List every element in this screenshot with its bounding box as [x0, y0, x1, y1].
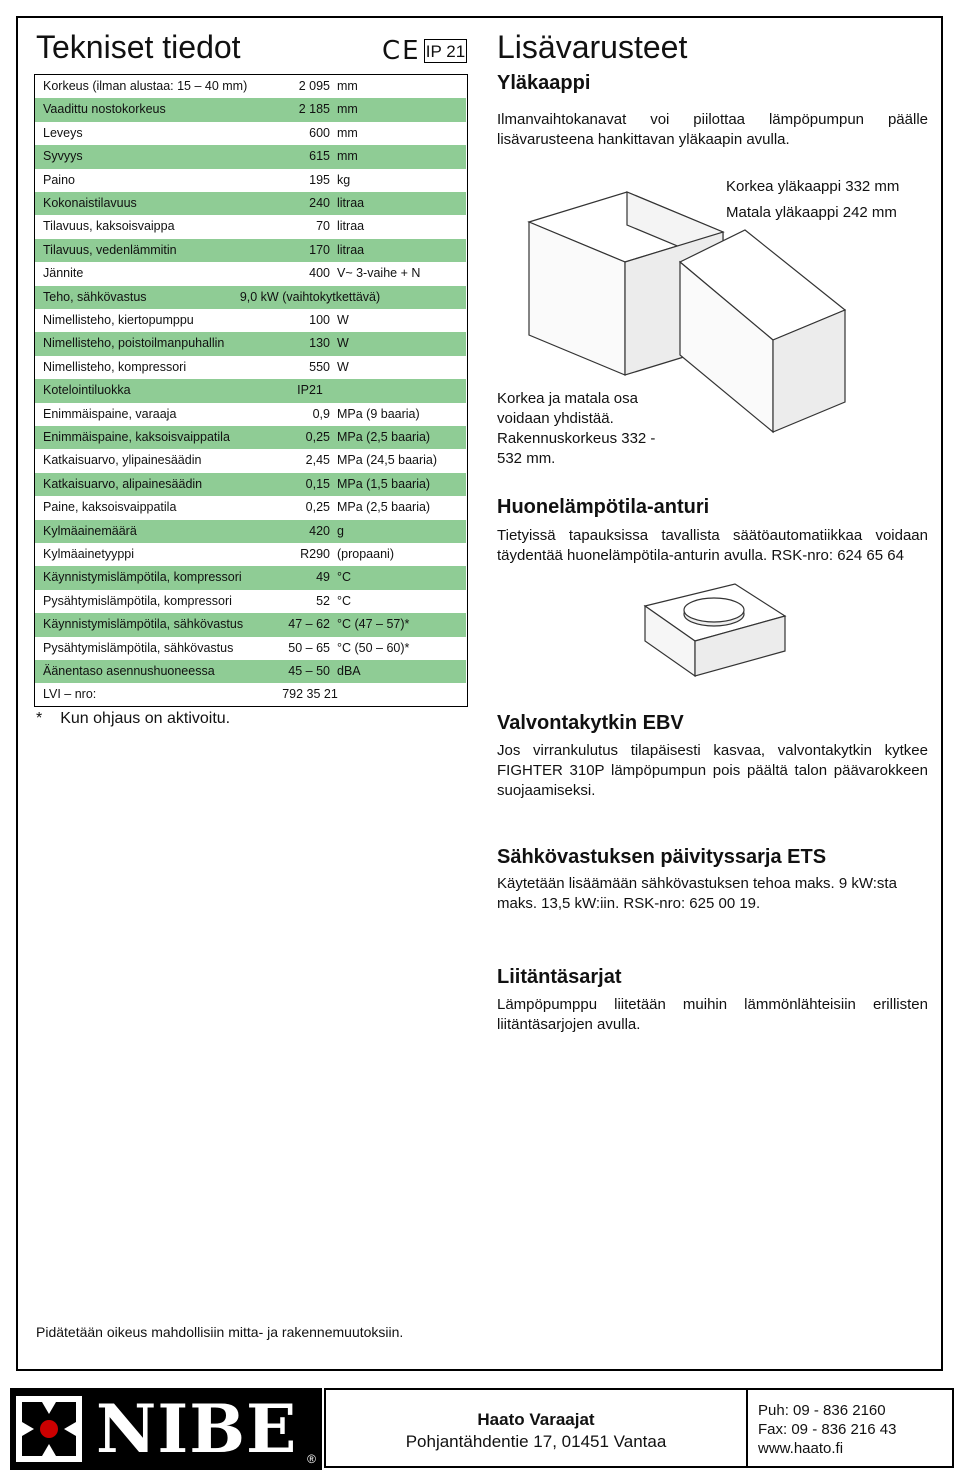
spec-label: Enimmäispaine, varaaja — [43, 406, 177, 421]
spec-row — [35, 262, 466, 285]
dealer-address: Pohjantähdentie 17, 01451 Vantaa — [405, 1432, 667, 1451]
footnote — [36, 710, 230, 728]
registered-mark: ® — [307, 1452, 316, 1466]
spec-row — [35, 403, 466, 426]
footnote-star: * — [36, 710, 43, 727]
spec-unit: litraa — [337, 196, 365, 210]
nibe-logo — [10, 1388, 322, 1470]
section-heading-ebv: Valvontakytkin EBV — [497, 712, 684, 734]
spec-value: 420 — [309, 523, 330, 538]
spec-label: Pysähtymislämpötila, kompressori — [43, 593, 232, 608]
spec-unit: mm — [337, 125, 358, 140]
spec-label: Kokonaistilavuus — [43, 196, 137, 210]
spec-row — [35, 660, 466, 683]
spec-row — [35, 449, 466, 472]
spec-label: Paine, kaksoisvaippatila — [43, 500, 177, 515]
spec-label: Enimmäispaine, kaksoisvaippatila — [43, 430, 230, 444]
spec-unit: W — [337, 359, 349, 374]
spec-row — [35, 215, 466, 238]
spec-label: Korkeus (ilman alustaa: 15 – 40 mm) — [43, 79, 248, 93]
website-link[interactable]: www.haato.fi — [758, 1440, 844, 1457]
spec-value: 2,45 — [305, 453, 330, 468]
spec-value: 45 – 50 — [288, 664, 330, 678]
spec-row — [35, 683, 466, 706]
spec-row — [35, 98, 466, 121]
spec-value: IP21 — [297, 383, 323, 398]
spec-label: Jännite — [43, 266, 84, 281]
spec-label: Kylmäainetyyppi — [43, 547, 135, 561]
section-text-anturi: Tietyissä tapauksissa tavallista säätöautomatiikkaa voidaan täydentää huonelämpötila-anturin avulla. RSK-nro: 624 65 64 — [497, 527, 928, 564]
note-low-cabinet: Matala yläkaappi 242 mm — [726, 204, 897, 221]
ip-badge: IP 21 — [424, 39, 467, 63]
spec-label: Käynnistymislämpötila, kompressori — [43, 570, 242, 585]
spec-label: Pysähtymislämpötila, sähkövastus — [43, 640, 234, 655]
spec-value: 550 — [309, 359, 330, 374]
phone-number: Puh: 09 - 836 2160 — [758, 1402, 886, 1419]
spec-unit: MPa (2,5 baaria) — [337, 430, 431, 444]
spec-row — [35, 520, 466, 543]
spec-label: Kylmäainemäärä — [43, 523, 137, 538]
spec-value: R290 — [300, 547, 330, 561]
spec-unit: litraa — [337, 219, 365, 234]
section-text-liitantasarjat: Lämpöpumppu liitetään muihin lämmönlähteisiin erillisten liitäntäsarjojen avulla. — [497, 996, 928, 1033]
spec-value: 240 — [309, 196, 330, 210]
spec-label: Katkaisuarvo, alipainesäädin — [43, 476, 203, 491]
spec-row — [35, 286, 466, 309]
spec-row — [35, 309, 466, 332]
spec-row — [35, 543, 466, 566]
note-high-cabinet: Korkea yläkaappi 332 mm — [726, 178, 900, 195]
spec-value: 400 — [309, 266, 330, 281]
section-text-ets: Käytetään lisäämään sähkövastuksen tehoa maks. 9 kW:sta maks. 13,5 kW:iin. RSK-nro: 625 00 19. — [497, 875, 897, 912]
spec-row — [35, 145, 466, 168]
disclaimer: Pidätetään oikeus mahdollisiin mitta- ja rakennemuutoksiin. — [36, 1324, 404, 1340]
spec-value: 130 — [309, 336, 330, 351]
spec-label: Leveys — [43, 125, 83, 140]
spec-row — [35, 122, 466, 145]
spec-unit: kg — [337, 172, 351, 187]
spec-value: 195 — [309, 172, 330, 187]
spec-table — [34, 74, 468, 707]
spec-value: 70 — [316, 219, 330, 234]
spec-value: 9,0 kW (vaihtokytkettävä) — [239, 289, 381, 304]
spec-label: Vaadittu nostokorkeus — [43, 102, 166, 117]
spec-row — [35, 566, 466, 589]
room-sensor-drawing — [645, 584, 785, 676]
spec-row — [35, 332, 466, 355]
section-text-ylakaappi: Ilmanvaihtokanavat voi piilottaa lämpöpumpun päälle lisävarusteena hankittavan yläkaapin avulla. — [497, 111, 928, 148]
contact-box — [746, 1388, 954, 1468]
accessories-title: Lisävarusteet — [497, 29, 688, 65]
spec-value: 52 — [316, 593, 330, 608]
section-heading-liitantasarjat: Liitäntäsarjat — [497, 966, 622, 988]
spec-value: 100 — [309, 313, 330, 327]
spec-row — [35, 637, 466, 660]
spec-label: Nimellisteho, kiertopumppu — [43, 313, 194, 327]
section-text-ebv: Jos virrankulutus tilapäisesti kasvaa, valvontakytkin kytkee FIGHTER 310P lämpöpumpun pois päältä talon päävarokkeen suojaamiseksi. — [497, 742, 928, 799]
spec-label: Nimellisteho, poistoilmanpuhallin — [43, 336, 225, 351]
spec-label: Paino — [43, 172, 75, 187]
spec-unit: °C — [337, 593, 352, 608]
spec-unit: mm — [337, 102, 358, 117]
spec-value: 0,15 — [305, 476, 330, 491]
spec-row — [35, 496, 466, 519]
spec-row — [35, 379, 466, 402]
spec-label: Tilavuus, kaksoisvaippa — [43, 219, 175, 234]
spec-label: Kotelointiluokka — [43, 383, 131, 398]
spec-value: 600 — [309, 125, 330, 140]
nibe-wordmark: NIBE — [96, 1390, 298, 1468]
spec-row — [35, 613, 466, 636]
spec-label: Käynnistymislämpötila, sähkövastus — [43, 617, 244, 632]
footer-bar — [6, 1388, 954, 1470]
spec-unit: W — [337, 313, 349, 327]
spec-unit: litraa — [337, 242, 365, 257]
spec-value: 0,9 — [312, 406, 330, 421]
spec-value: 49 — [316, 570, 330, 585]
spec-value: 2 185 — [298, 102, 330, 117]
spec-unit: V~ 3-vaihe + N — [337, 266, 421, 281]
spec-unit: MPa (1,5 baaria) — [337, 476, 431, 491]
section-heading-anturi: Huonelämpötila-anturi — [497, 496, 710, 518]
section-heading-ylakaappi: Yläkaappi — [497, 72, 591, 94]
spec-unit: mm — [337, 149, 358, 164]
spec-unit: MPa (24,5 baaria) — [337, 453, 438, 468]
spec-row — [35, 192, 466, 215]
spec-label: Katkaisuarvo, ylipainesäädin — [43, 453, 202, 468]
spec-row — [35, 426, 466, 449]
spec-row — [35, 239, 466, 262]
section-heading-ets: Sähkövastuksen päivityssarja ETS — [497, 846, 827, 868]
room-sensor-illustration — [640, 576, 790, 686]
spec-unit: (propaani) — [337, 547, 394, 561]
spec-value: 0,25 — [305, 430, 330, 444]
page-title: Tekniset tiedot — [36, 29, 241, 65]
spec-unit: °C (50 – 60)* — [337, 640, 410, 655]
spec-unit: MPa (2,5 baaria) — [337, 500, 431, 515]
spec-value: 47 – 62 — [288, 617, 330, 632]
footnote-text: Kun ohjaus on aktivoitu. — [60, 710, 231, 727]
ce-mark: CE — [382, 36, 421, 66]
dealer-box — [324, 1388, 748, 1468]
spec-unit: MPa (9 baaria) — [337, 406, 420, 421]
spec-unit: °C (47 – 57)* — [337, 617, 410, 632]
spec-unit: g — [337, 523, 344, 538]
fax-number: Fax: 09 - 836 216 43 — [758, 1421, 897, 1438]
nibe-emblem-icon — [16, 1396, 82, 1462]
spec-label: Tilavuus, vedenlämmitin — [43, 242, 177, 257]
spec-unit: °C — [337, 570, 352, 585]
spec-value: 615 — [309, 149, 330, 164]
spec-row — [35, 169, 466, 192]
spec-row — [35, 356, 466, 379]
spec-label: Nimellisteho, kompressori — [43, 359, 187, 374]
spec-label: Syvyys — [43, 149, 83, 164]
spec-row — [35, 590, 466, 613]
spec-label: Äänentaso asennushuoneessa — [43, 664, 215, 678]
spec-value: 50 – 65 — [288, 640, 330, 655]
spec-label: Teho, sähkövastus — [43, 289, 147, 304]
spec-value: 170 — [309, 242, 330, 257]
low-cabinet-drawing — [680, 230, 845, 432]
spec-unit: mm — [337, 79, 358, 93]
spec-row — [35, 473, 466, 496]
note-combine: Korkea ja matala osa voidaan yhdistää. Rakennuskorkeus 332 - 532 mm. — [497, 390, 656, 467]
spec-unit: dBA — [337, 664, 361, 678]
spec-row — [35, 75, 466, 98]
spec-value: 792 35 21 — [282, 687, 338, 702]
dealer-name: Haato Varaajat — [477, 1410, 595, 1429]
spec-unit: W — [337, 336, 349, 351]
spec-value: 0,25 — [305, 500, 330, 515]
spec-label: LVI – nro: — [43, 687, 97, 702]
spec-value: 2 095 — [298, 79, 330, 93]
